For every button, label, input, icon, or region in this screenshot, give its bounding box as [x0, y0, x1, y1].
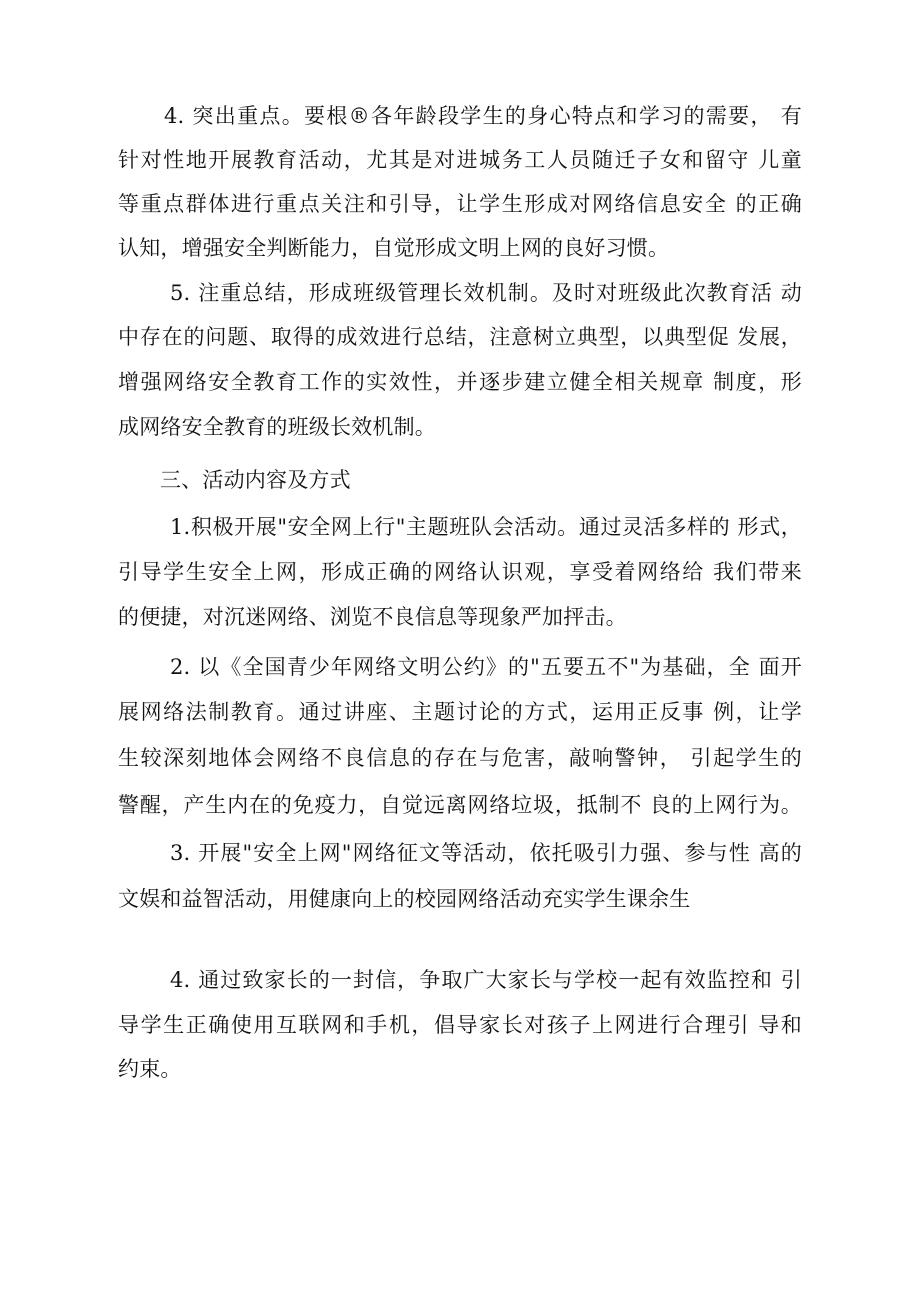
- paragraph-line: 4. 突出重点。要根®各年龄段学生的身心特点和学习的需要， 有: [164, 104, 802, 128]
- paragraph-line: 针对性地开展教育活动，尤其是对进城务工人员随迁子女和留守 儿童: [118, 148, 802, 172]
- paragraph-line: 3. 开展"安全上网"网络征文等活动，依托吸引力强、参与性 高的: [170, 841, 802, 865]
- paragraph-line: 认知，增强安全判断能力，自觉形成文明上网的良好习惯。: [118, 236, 670, 260]
- paragraph-line: 1.积极开展"安全网上行"主题班队会活动。通过灵活多样的 形式，: [170, 515, 802, 539]
- paragraph-line: 中存在的问题、取得的成效进行总结，注意树立典型，以典型促 发展，: [118, 325, 802, 349]
- paragraph-line: 文娱和益智活动，用健康向上的校园网络活动充实学生课余生: [118, 887, 691, 911]
- paragraph-line: 展网络法制教育。通过讲座、主题讨论的方式，运用正反事 例，让学: [118, 700, 802, 724]
- paragraph-line: 4. 通过致家长的一封信，争取广大家长与学校一起有效监控和 引: [170, 968, 802, 992]
- paragraph-line: 生较深刻地体会网络不良信息的存在与危害，敲响警钟， 引起学生的: [118, 746, 802, 770]
- paragraph-line: 的便捷，对沉迷网络、浏览不良信息等现象严加抨击。: [118, 605, 627, 629]
- paragraph-line: 5. 注重总结，形成班级管理长效机制。及时对班级此次教育活 动: [170, 281, 802, 305]
- paragraph-line: 约束。: [118, 1057, 182, 1081]
- paragraph-line: 2. 以《全国青少年网络文明公约》的"五要五不"为基础，全 面开: [170, 655, 802, 679]
- paragraph-line: 警醒，产生内在的免疫力，自觉远离网络垃圾，抵制不 良的上网行为。: [118, 793, 802, 817]
- paragraph-line: 增强网络安全教育工作的实效性，并逐步建立健全相关规章 制度，形: [118, 370, 802, 394]
- paragraph-line: 成网络安全教育的班级长效机制。: [118, 415, 436, 439]
- paragraph-line: 引导学生安全上网，形成正确的网络认识观，享受着网络给 我们带来: [118, 560, 802, 584]
- section-heading: 三、活动内容及方式: [160, 468, 351, 492]
- paragraph-line: 导学生正确使用互联网和手机，倡导家长对孩子上网进行合理引 导和: [118, 1013, 802, 1037]
- paragraph-line: 等重点群体进行重点关注和引导，让学生形成对网络信息安全 的正确: [118, 192, 802, 216]
